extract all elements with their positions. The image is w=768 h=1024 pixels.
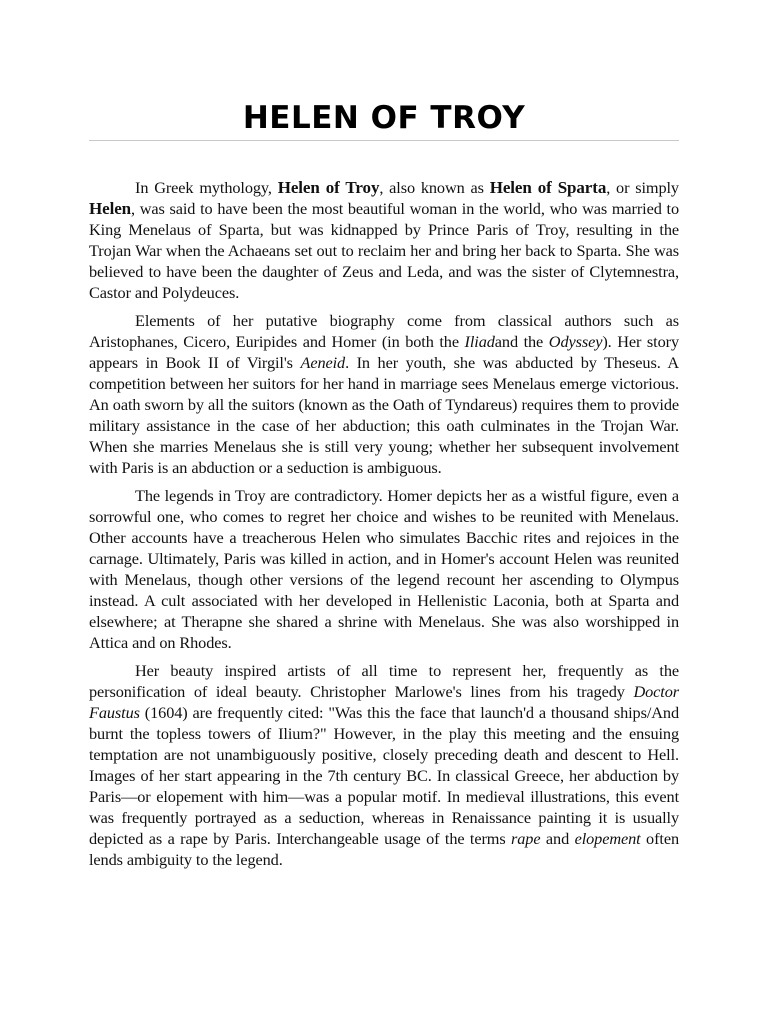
bold-run: Helen: [89, 199, 131, 218]
article-body: [89, 177, 679, 877]
italic-run: elopement: [574, 829, 641, 848]
text-run: Her beauty inspired artists of all time to represent her, frequently as the personification of ideal beauty. Christopher Marlowe's lines from his tragedy: [89, 661, 679, 701]
text-run: often lends ambiguity to the legend.: [89, 829, 679, 869]
text-run: Elements of her putative biography come from classical authors such as Aristophanes, Cicero, Euripides and Homer (in both the: [89, 311, 679, 351]
text-run: (1604) are frequently cited: "Was this the face that launch'd a thousand ships/And burnt the topless towers of Ilium?" However, in the play this meeting and the ensuing temptation are not unambiguously positive, closely preceding death and descent to Hell. Images of her start appearing in the 7th century BC. In classical Greece, her abduction by Paris—or elopement with him—was a popular motif. In medieval illustrations, this event was frequently portrayed as a seduction, whereas in Renaissance painting it is usually depicted as a rape by Paris. Interchangeable usage of the terms: [89, 703, 679, 848]
paragraph-1: [89, 177, 679, 303]
paragraph-3: [89, 485, 679, 653]
text-run: , also known as: [379, 178, 490, 197]
text-run: and the: [494, 332, 549, 351]
text-run: and: [540, 829, 575, 848]
text-run: . In her youth, she was abducted by Theseus. A competition between her suitors for her hand in marriage sees Menelaus emerge victorious. An oath sworn by all the suitors (known as the Oath of Tyndareus) requires them to provide military assistance in the case of her abduction; this oath culminates in the Trojan War. When she marries Menelaus she is still very young; whether her subsequent involvement with Paris is an abduction or a seduction is ambiguous.: [89, 353, 679, 477]
bold-run: Helen of Sparta: [489, 178, 607, 197]
bold-run: Helen of Troy: [277, 178, 380, 197]
italic-run: Doctor Faustus: [89, 682, 679, 722]
paragraph-4: [89, 660, 679, 870]
italic-run: Odyssey: [548, 332, 603, 351]
text-run: The legends in Troy are contradictory. Homer depicts her as a wistful figure, even a sorrowful one, who comes to regret her choice and wishes to be reunited with Menelaus. Other accounts have a treacherous Helen who simulates Bacchic rites and rejoices in the carnage. Ultimately, Paris was killed in action, and in Homer's account Helen was reunited with Menelaus, though other versions of the legend recount her ascending to Olympus instead. A cult associated with her developed in Hellenistic Laconia, both at Sparta and elsewhere; at Therapne she shared a shrine with Menelaus. She was also worshipped in Attica and on Rhodes.: [89, 486, 679, 652]
italic-run: Iliad: [464, 332, 495, 351]
page-title: HELEN OF TROY: [242, 100, 526, 136]
text-run: , or simply: [606, 178, 679, 197]
italic-run: rape: [511, 829, 541, 848]
text-run: ). Her story appears in Book II of Virgil's: [89, 332, 679, 372]
title-divider: [89, 140, 679, 141]
italic-run: Aeneid: [300, 353, 346, 372]
paragraph-2: [89, 310, 679, 478]
text-run: In Greek mythology,: [135, 178, 278, 197]
text-run: , was said to have been the most beautiful woman in the world, who was married to King Menelaus of Sparta, but was kidnapped by Prince Paris of Troy, resulting in the Trojan War when the Achaeans set out to reclaim her and bring her back to Sparta. She was believed to have been the daughter of Zeus and Leda, and was the sister of Clytemnestra, Castor and Polydeuces.: [89, 199, 679, 302]
